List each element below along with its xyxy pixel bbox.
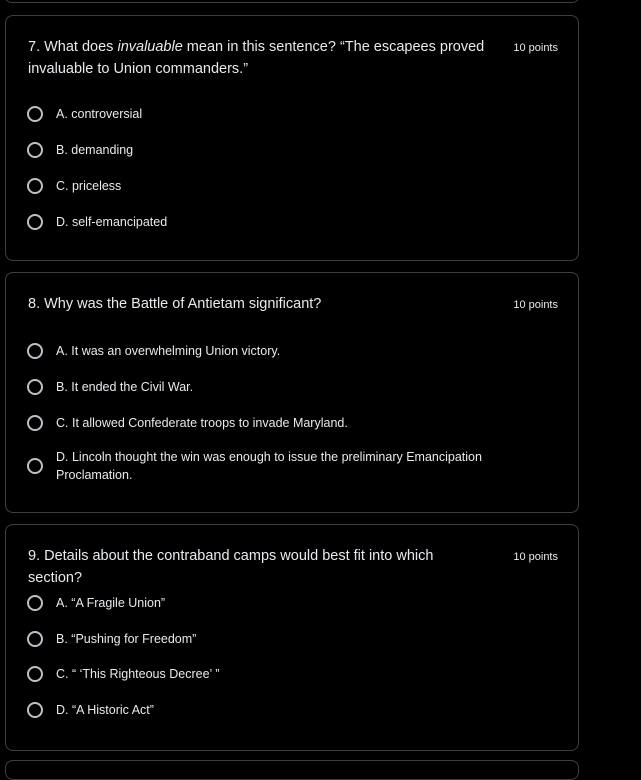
radio-button[interactable] (27, 595, 43, 611)
option-label: C. “ ‘This Righteous Decree’ ” (56, 667, 220, 681)
question-title-text: mean in this sentence? “The escapees proved invaluable to Union commanders.” (28, 39, 485, 77)
next-question-card (5, 760, 579, 780)
question-card-8 (5, 272, 579, 513)
option-label: D. “A Historic Act” (56, 703, 154, 717)
radio-button[interactable] (27, 142, 43, 158)
radio-button[interactable] (27, 106, 43, 122)
option-label: A. controversial (56, 107, 143, 121)
answer-option-c[interactable] (27, 178, 518, 195)
answer-option-a[interactable] (27, 595, 518, 612)
option-label: B. “Pushing for Freedom” (56, 632, 197, 646)
radio-button[interactable] (27, 415, 43, 431)
answer-option-a[interactable] (27, 106, 518, 123)
radio-button[interactable] (27, 214, 43, 230)
points-label: 10 points (513, 551, 558, 563)
question-title-emphasis: invaluable (117, 39, 183, 55)
answer-option-d[interactable] (27, 702, 518, 719)
option-label: D. self-emancipated (56, 215, 168, 229)
question-title-text: 7. What does (28, 39, 118, 55)
radio-button[interactable] (27, 631, 43, 647)
answer-option-b[interactable] (27, 631, 518, 648)
answer-option-b[interactable] (27, 142, 518, 159)
question-card-9 (5, 524, 579, 751)
previous-question-card (5, 0, 579, 3)
option-label: C. It allowed Confederate troops to invade Maryland. (56, 416, 348, 430)
option-label: A. It was an overwhelming Union victory. (56, 344, 281, 358)
answer-option-b[interactable] (27, 379, 518, 396)
radio-button[interactable] (27, 379, 43, 395)
question-title (28, 36, 488, 80)
radio-button[interactable] (27, 666, 43, 682)
answer-option-a[interactable] (27, 343, 518, 360)
points-label: 10 points (513, 42, 558, 54)
option-label: B. It ended the Civil War. (56, 380, 194, 394)
option-label: B. demanding (56, 143, 134, 157)
answer-option-d[interactable] (27, 214, 518, 231)
radio-button[interactable] (27, 178, 43, 194)
question-card-7 (5, 15, 579, 261)
answer-option-c[interactable] (27, 415, 518, 432)
radio-button[interactable] (27, 458, 43, 474)
radio-button[interactable] (27, 343, 43, 359)
answer-option-d[interactable] (27, 450, 518, 484)
question-title: 9. Details about the contraband camps would best fit into which section? (28, 548, 434, 586)
option-label: A. “A Fragile Union” (56, 596, 166, 610)
points-label: 10 points (513, 299, 558, 311)
radio-button[interactable] (27, 702, 43, 718)
question-title: 8. Why was the Battle of Antietam significant? (28, 296, 322, 312)
answer-option-c[interactable] (27, 666, 518, 683)
option-label: D. Lincoln thought the win was enough to issue the preliminary Emancipation Proclamation. (56, 450, 482, 482)
option-label: C. priceless (56, 179, 122, 193)
